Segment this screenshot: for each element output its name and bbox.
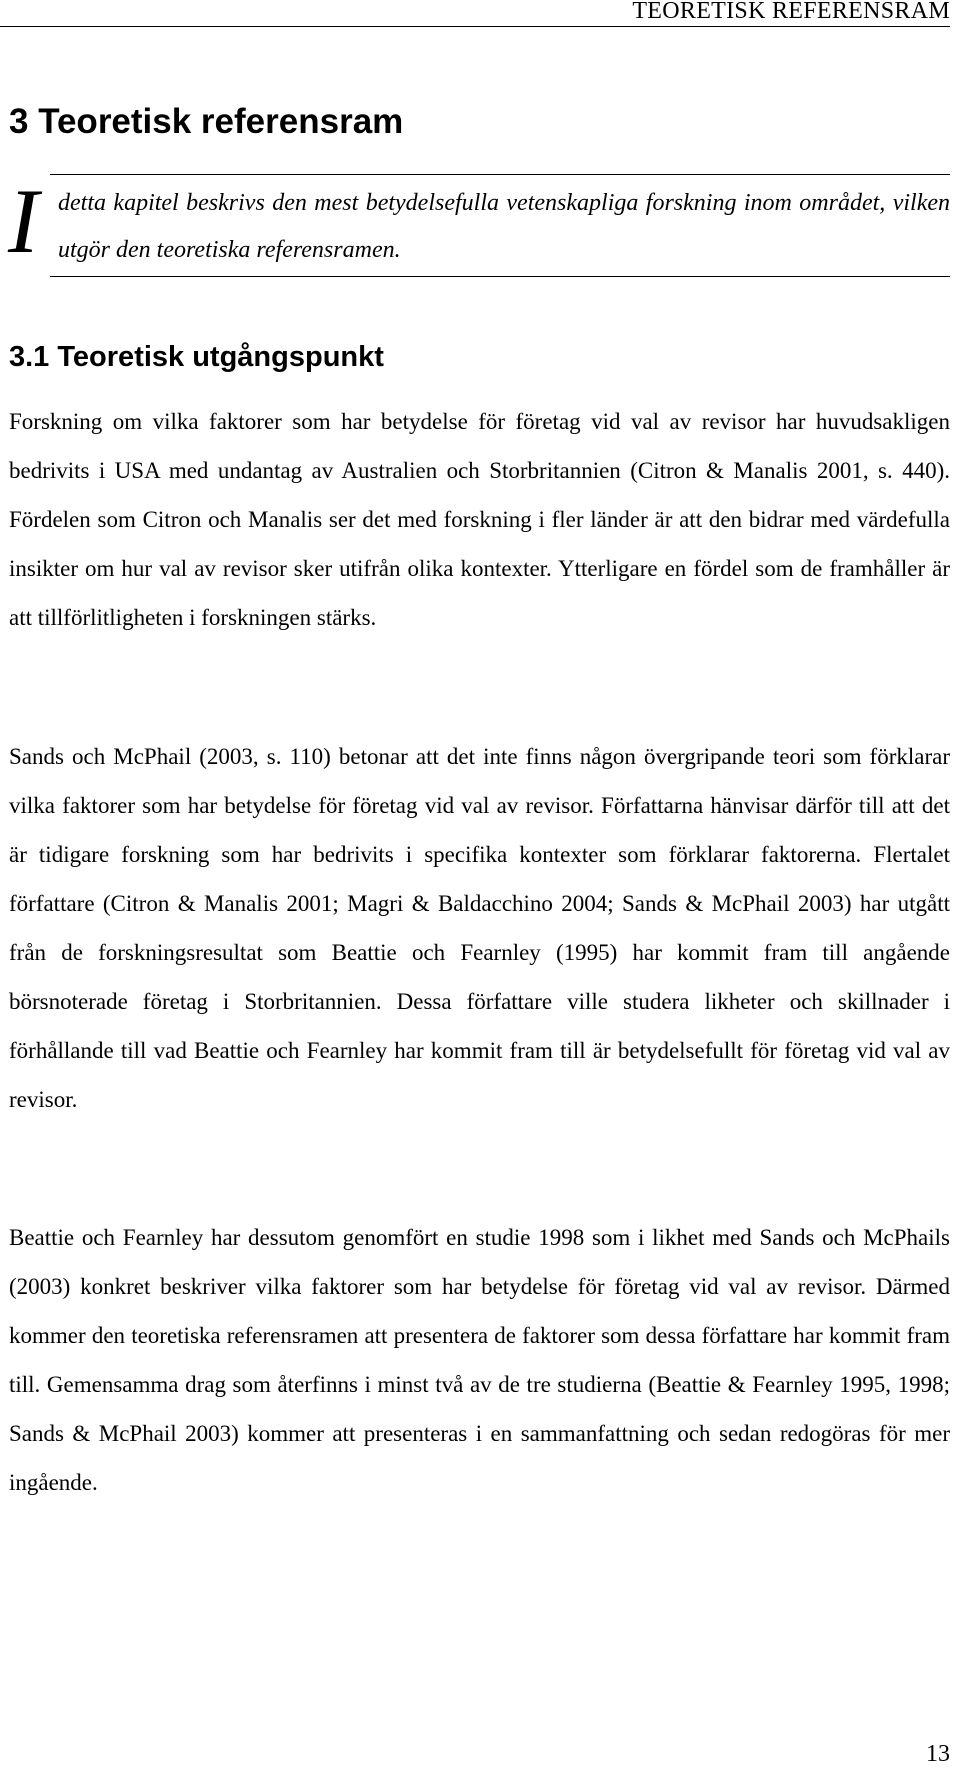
page-number: 13 bbox=[926, 1741, 950, 1767]
section-title: 3.1 Teoretisk utgångspunkt bbox=[9, 341, 384, 373]
running-header: TEORETISK REFERENSRAM bbox=[632, 0, 950, 24]
chapter-title: 3 Teoretisk referensram bbox=[9, 102, 404, 141]
body-paragraph-1: Forskning om vilka faktorer som har betydelse för företag vid val av revisor har huvudsakligen bedrivits i USA med undantag av Australien och Storbritannien (Citron & Manalis 2001, s. 440). Fördelen som Citron och Manalis ser det med forskning i fler länder är att den bidrar med värdefulla insikter om hur val av revisor sker utifrån olika kontexter. Ytterligare en fördel som de framhåller är att tillförlitligheten i forskningen stärks. bbox=[9, 409, 950, 630]
intro-drop-cap: I bbox=[8, 170, 39, 272]
body-paragraph-2: Sands och McPhail (2003, s. 110) betonar att det inte finns någon övergripande teori som förklarar vilka faktorer som har betydelse för företag vid val av revisor. Författarna hänvisar därför till att det är tidigare forskning som har bedrivits i specifika kontexter som förklarar faktorerna. Flertalet författare (Citron & Manalis 2001; Magri & Baldacchino 2004; Sands & McPhail 2003) har utgått från de forskningsresultat som Beattie och Fearnley (1995) har kommit fram till angående börsnoterade företag i Storbritannien. Dessa författare ville studera likheter och skillnader i förhållande till vad Beattie och Fearnley har kommit fram till är betydelsefullt för företag vid val av revisor. bbox=[9, 744, 950, 1112]
intro-bottom-divider bbox=[50, 276, 950, 277]
intro-top-divider bbox=[50, 174, 950, 175]
chapter-intro-text: detta kapitel beskrivs den mest betydelsefulla vetenskapliga forskning inom området, vilken utgör den teoretiska referensramen. bbox=[58, 190, 950, 263]
header-divider bbox=[0, 26, 950, 27]
body-paragraph-3: Beattie och Fearnley har dessutom genomfört en studie 1998 som i likhet med Sands och McPhails (2003) konkret beskriver vilka faktorer som har betydelse för företag vid val av revisor. Därmed kommer den teoretiska referensramen att presentera de faktorer som dessa författare har kommit fram till. Gemensamma drag som återfinns i minst två av de tre studierna (Beattie & Fearnley 1995, 1998; Sands & McPhail 2003) kommer att presenteras i en sammanfattning och sedan redogöras för mer ingående. bbox=[9, 1225, 950, 1495]
